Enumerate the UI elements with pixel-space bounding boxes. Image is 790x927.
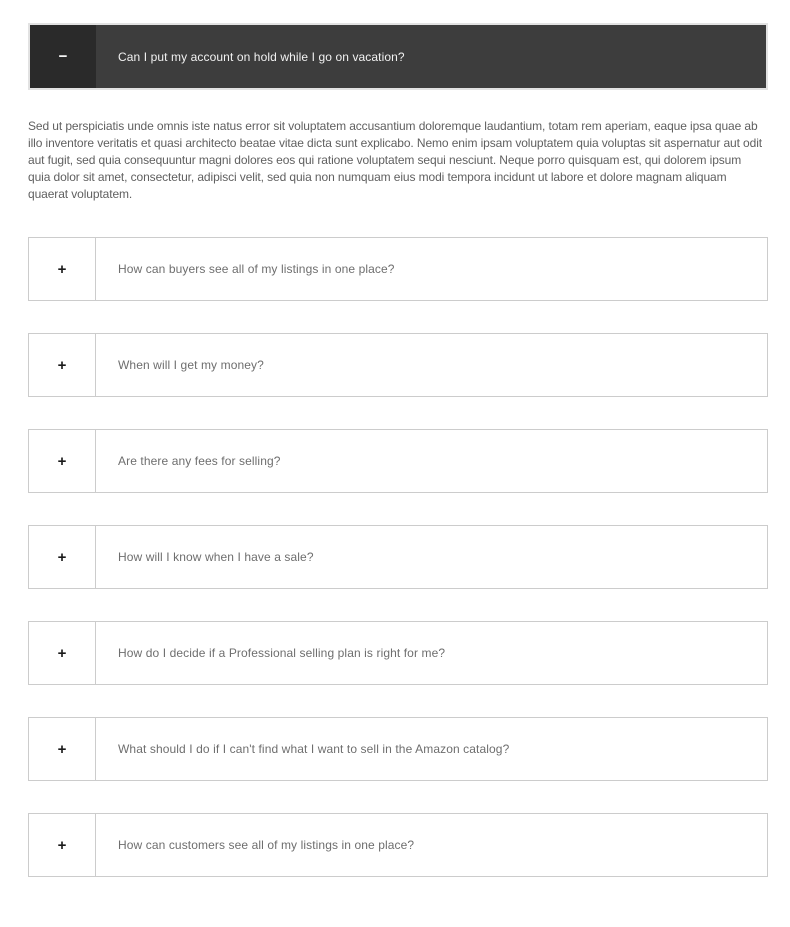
faq-item-header[interactable] xyxy=(28,717,768,781)
faq-collapsed-list xyxy=(28,237,768,927)
faq-question-label: How do I decide if a Professional selling plan is right for me? xyxy=(118,646,446,660)
collapse-toggle-button[interactable] xyxy=(30,25,96,88)
faq-question-label: How will I know when I have a sale? xyxy=(118,550,314,564)
expand-toggle-button[interactable] xyxy=(29,718,96,780)
faq-question-label: Can I put my account on hold while I go on vacation? xyxy=(118,49,405,64)
minus-icon: − xyxy=(58,48,68,65)
faq-question-label: How can buyers see all of my listings in one place? xyxy=(118,262,395,276)
expand-toggle-button[interactable] xyxy=(29,814,96,876)
plus-icon: + xyxy=(57,644,67,662)
expand-toggle-button[interactable] xyxy=(29,238,96,300)
faq-question-label: How can customers see all of my listings in one place? xyxy=(118,838,415,852)
expand-toggle-button[interactable] xyxy=(29,526,96,588)
plus-icon: + xyxy=(57,356,67,374)
faq-answer-text: Sed ut perspiciatis unde omnis iste natus error sit voluptatem accusantium doloremque laudantium, totam rem aperiam, eaque ipsa quae ab illo inventore veritatis et quasi architecto beatae vitae dicta sunt explicabo. Nemo enim ipsam voluptatem quia voluptas sit aspernatur aut odit aut fugit, sed quia consequuntur magni dolores eos qui ratione voluptatem sequi nesciunt. Neque porro quisquam est, qui dolorem ipsum quia dolor sit amet, consectetur, adipisci velit, sed quia non numquam eius modi tempora incidunt ut labore et dolore magnam aliquam quaerat voluptatem. xyxy=(28,119,763,201)
faq-item-header[interactable] xyxy=(28,333,768,397)
expand-toggle-button[interactable] xyxy=(29,334,96,396)
faq-item-header[interactable] xyxy=(28,525,768,589)
faq-item-header[interactable] xyxy=(28,621,768,685)
plus-icon: + xyxy=(57,452,67,470)
faq-item-header[interactable] xyxy=(28,813,768,877)
plus-icon: + xyxy=(57,548,67,566)
plus-icon: + xyxy=(57,836,67,854)
faq-item-header[interactable] xyxy=(28,429,768,493)
faq-item-expanded-header[interactable] xyxy=(28,23,768,90)
plus-icon: + xyxy=(57,740,67,758)
expand-toggle-button[interactable] xyxy=(29,622,96,684)
expand-toggle-button[interactable] xyxy=(29,430,96,492)
faq-item-header[interactable] xyxy=(28,237,768,301)
faq-question-label: When will I get my money? xyxy=(118,358,264,372)
plus-icon: + xyxy=(57,260,67,278)
faq-question-label: What should I do if I can't find what I want to sell in the Amazon catalog? xyxy=(118,742,510,756)
faq-question-label: Are there any fees for selling? xyxy=(118,454,281,468)
